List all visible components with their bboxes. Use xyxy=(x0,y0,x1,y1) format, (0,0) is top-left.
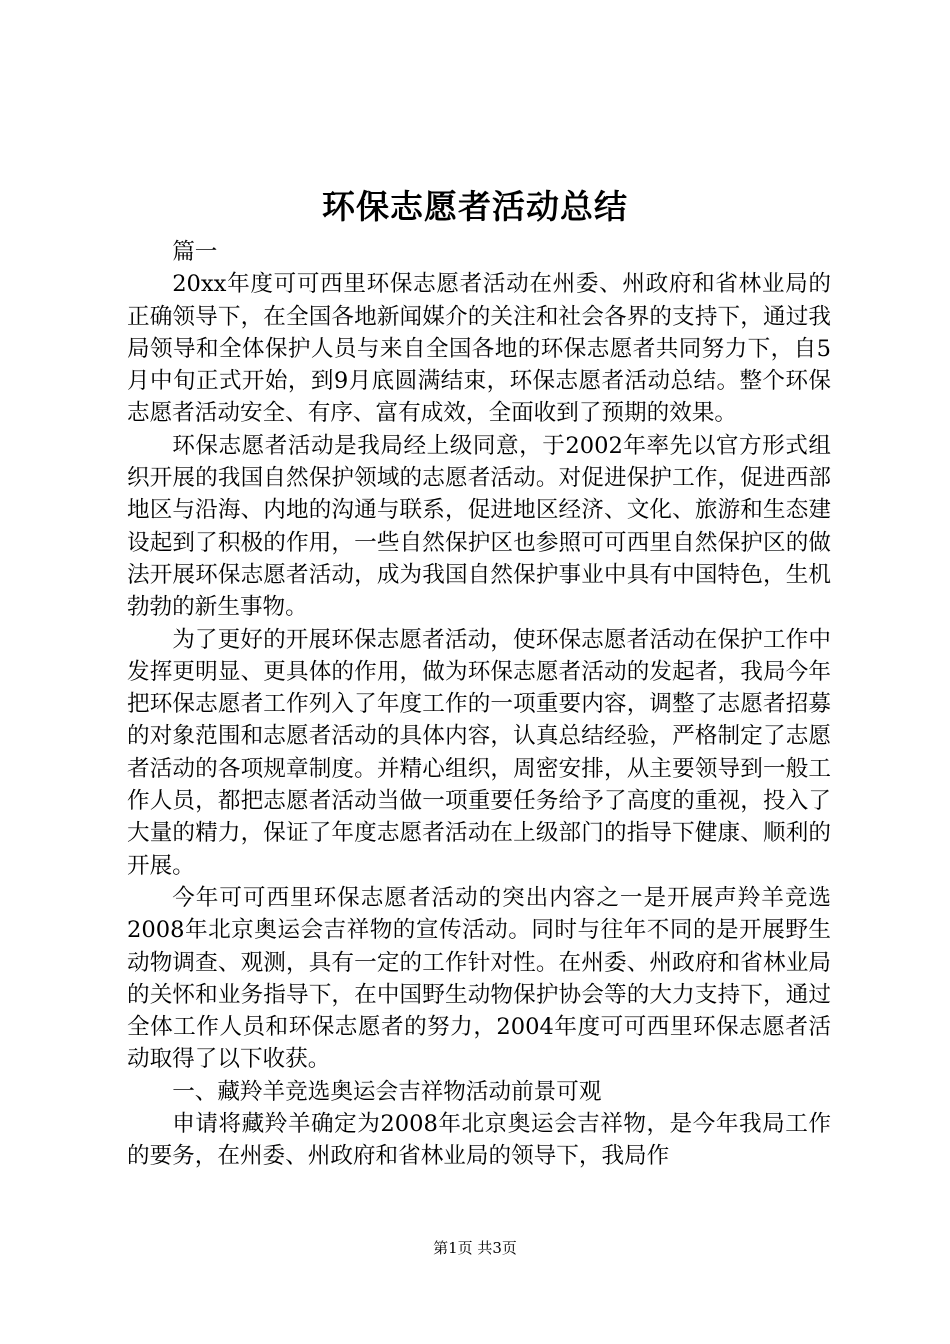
paragraph: 20xx年度可可西里环保志愿者活动在州委、州政府和省林业局的正确领导下，在全国各地新闻媒介的关注和社会各界的支持下，通过我局领导和全体保护人员与来自全国各地的环保志愿者共同努力下，自5月中旬正式开始，到9月底圆满结束，环保志愿者活动总结。整个环保志愿者活动安全、有序、富有成效，全面收到了预期的效果。 xyxy=(127,271,831,427)
paragraph: 环保志愿者活动是我局经上级同意，于2002年率先以官方形式组织开展的我国自然保护领域的志愿者活动。对促进保护工作，促进西部地区与沿海、内地的沟通与联系，促进地区经济、文化、旅游和生态建设起到了积极的作用，一些自然保护区也参照可可西里自然保护区的做法开展环保志愿者活动，成为我国自然保护事业中具有中国特色，生机勃勃的新生事物。 xyxy=(127,432,831,621)
section-heading: 一、藏羚羊竞选奥运会吉祥物活动前景可观 xyxy=(172,1078,602,1105)
document-title: 环保志愿者活动总结 xyxy=(322,187,628,226)
paragraph: 申请将藏羚羊确定为2008年北京奥运会吉祥物，是今年我局工作的要务，在州委、州政府和省林业局的领导下，我局作 xyxy=(127,1111,831,1170)
page-footer: 第1页 共3页 xyxy=(433,1239,517,1257)
paragraph: 为了更好的开展环保志愿者活动，使环保志愿者活动在保护工作中发挥更明显、更具体的作用，做为环保志愿者活动的发起者，我局今年把环保志愿者工作列入了年度工作的一项重要内容，调整了志愿者招募的对象范围和志愿者活动的具体内容，认真总结经验，严格制定了志愿者活动的各项规章制度。并精心组织，周密安排，从主要领导到一般工作人员，都把志愿者活动当做一项重要任务给予了高度的重视，投入了大量的精力，保证了年度志愿者活动在上级部门的指导下健康、顺利的开展。 xyxy=(127,626,831,879)
document-body xyxy=(127,236,831,1173)
paragraph: 篇一 xyxy=(172,239,218,265)
paragraph: 今年可可西里环保志愿者活动的突出内容之一是开展声羚羊竞选2008年北京奥运会吉祥物的宣传活动。同时与往年不同的是开展野生动物调查、观测，具有一定的工作针对性。在州委、州政府和省林业局的关怀和业务指导下，在中国野生动物保护协会等的大力支持下，通过全体工作人员和环保志愿者的努力，2004年度可可西里环保志愿者活动取得了以下收获。 xyxy=(127,884,831,1073)
